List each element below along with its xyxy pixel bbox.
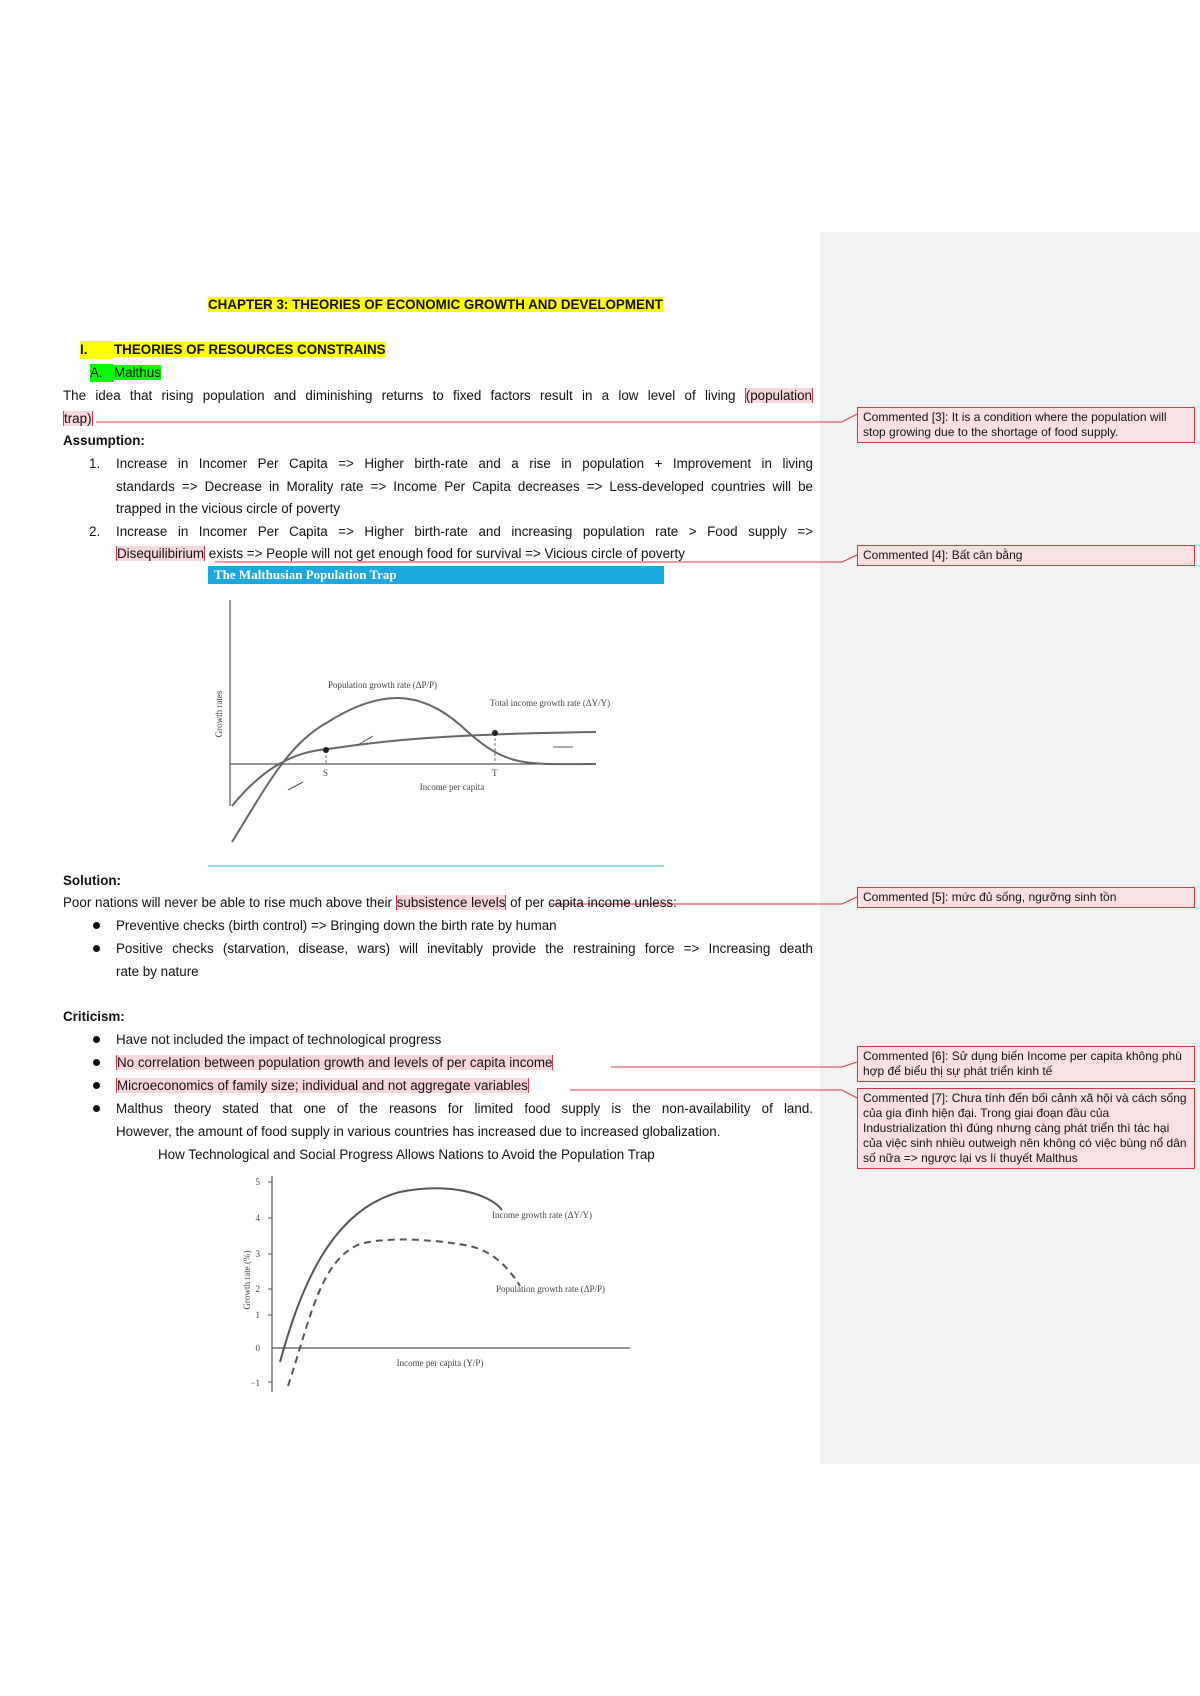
- section-number: I.: [80, 341, 114, 359]
- criticism-item-1: Have not included the impact of technological progress: [116, 1032, 442, 1047]
- figure2-caption: How Technological and Social Progress Allows Nations to Avoid the Population Trap: [158, 1147, 655, 1162]
- bullet: [93, 922, 100, 929]
- comment-6-text: Sử dụng biến Income per capita không phù hợp để biểu thị sự phát triển kinh tế: [863, 1049, 1182, 1078]
- figure1-malthusian-trap-chart: [208, 584, 664, 868]
- connector-comment-7: [570, 1090, 857, 1098]
- comment-4[interactable]: [857, 545, 1195, 566]
- figure2-y-tick: −1: [250, 1378, 260, 1388]
- bullet: [93, 945, 100, 952]
- section-title: THEORIES OF RESOURCES CONSTRAINS: [114, 342, 386, 357]
- figure2-income-label: Income growth rate (ΔY/Y): [492, 1210, 593, 1220]
- solution-item-2-line2: rate by nature: [116, 964, 199, 979]
- comment-3-label: Commented [3]:: [863, 410, 949, 424]
- comment-7-label: Commented [7]:: [863, 1091, 949, 1105]
- comment-anchor-4[interactable]: Disequilibirium: [117, 546, 205, 561]
- figure1-point-t: [492, 730, 498, 736]
- figure2-y-tick: 3: [255, 1249, 260, 1259]
- figure1-y-label: Growth rates: [214, 690, 224, 738]
- solution-item-1: Preventive checks (birth control) => Bringing down the birth rate by human: [116, 918, 557, 933]
- comment-3-text: It is a condition where the population will stop growing due to the shortage of food supply.: [863, 410, 1167, 439]
- solution-intro: Poor nations will never be able to rise much above their subsistence levels of per capita income unless:: [63, 895, 677, 910]
- assumption-1-line1: Increase in Incomer Per Capita => Higher birth-rate and a rise in population + Improvement in living: [116, 456, 813, 471]
- figure1-x-label: Income per capita: [419, 782, 485, 792]
- figure2-y-tick: 0: [255, 1343, 260, 1353]
- comment-anchor-3a[interactable]: (population: [745, 388, 812, 403]
- bullet: [93, 1036, 100, 1043]
- comment-anchor-5[interactable]: subsistence levels: [396, 895, 506, 910]
- intro-paragraph-line1: The idea that rising population and diminishing returns to fixed factors result in a low level of living (population: [63, 388, 812, 403]
- figure1-income-label: Total income growth rate (ΔY/Y): [490, 698, 611, 708]
- comment-7-text: Chưa tính đến bối cảnh xã hội và cách sống của gia đình hiện đại. Trong giai đoạn đầu của Industrialization thì đúng nhưng càng phát triển thì tác hại của việc sinh nhiều outweigh nên không có việc bùng nổ dân số nữa => ngược lại vs lí thuyết Malthus: [863, 1091, 1187, 1165]
- bullet: [93, 1082, 100, 1089]
- connector-comment-3: [96, 414, 857, 422]
- assumption-number: 2.: [89, 524, 101, 539]
- figure2-population-label: Population growth rate (ΔP/P): [496, 1284, 606, 1294]
- comment-6[interactable]: [857, 1046, 1195, 1082]
- figure2-x-label: Income per capita (Y/P): [396, 1358, 484, 1368]
- figure1-arrow-left: [288, 782, 303, 790]
- comment-5-text: mức đủ sống, ngưỡng sinh tồn: [948, 890, 1117, 904]
- criticism-item-4-line1: Malthus theory stated that one of the reasons for limited food supply is the non-availability of land.: [116, 1101, 813, 1116]
- comment-5-label: Commented [5]:: [863, 890, 949, 904]
- assumption-2-line1: Increase in Incomer Per Capita => Higher birth-rate and increasing population rate > Food supply =>: [116, 524, 813, 539]
- figure1-title-bar: [208, 566, 664, 584]
- figure2-progress-chart: [240, 1170, 640, 1396]
- assumption-number: 1.: [89, 456, 101, 471]
- assumption-1-line2: standards => Decrease in Morality rate => Income Per Capita decreases => Less-developed countries will be: [116, 479, 813, 494]
- assumption-label: Assumption:: [63, 433, 145, 448]
- solution-label: Solution:: [63, 873, 122, 888]
- assumption-2-line2: Disequilibirium exists => People will not get enough food for survival => Vicious circle of poverty: [117, 546, 685, 561]
- comment-3[interactable]: [857, 407, 1195, 443]
- comment-5[interactable]: [857, 887, 1195, 908]
- subsection-title: Malthus: [114, 365, 161, 380]
- criticism-item-4-line2: However, the amount of food supply in various countries has increased due to increased globalization.: [116, 1124, 721, 1139]
- comment-4-text: Bất cân bằng: [948, 548, 1023, 562]
- figure1-population-curve: [232, 698, 596, 842]
- solution-item-2-line1: Positive checks (starvation, disease, wars) will inevitably provide the restraining force => Increasing death: [116, 941, 813, 956]
- comment-anchor-3b[interactable]: trap): [64, 411, 92, 426]
- figure1-income-curve: [232, 732, 596, 806]
- figure2-income-curve: [280, 1188, 502, 1362]
- subsection-number: A.: [90, 364, 114, 382]
- figure2-y-tick: 2: [255, 1284, 260, 1294]
- figure1-point-s: [323, 747, 329, 753]
- figure2-y-tick: 5: [255, 1177, 260, 1187]
- assumption-1-line3: trapped in the vicious circle of poverty: [116, 501, 341, 516]
- criticism-label: Criticism:: [63, 1009, 125, 1024]
- figure1-population-label: Population growth rate (ΔP/P): [328, 680, 438, 690]
- figure2-y-tick: 1: [255, 1310, 260, 1320]
- bullet: [93, 1059, 100, 1066]
- comment-6-label: Commented [6]:: [863, 1049, 949, 1063]
- comment-anchor-6[interactable]: No correlation between population growth and levels of per capita income: [117, 1055, 553, 1070]
- figure1-s-label: S: [323, 768, 329, 778]
- figure2-y-tick: 4: [255, 1213, 260, 1223]
- figure1-title: The Malthusian Population Trap: [214, 567, 397, 582]
- bullet: [93, 1105, 100, 1112]
- figure1-t-label: T: [492, 768, 498, 778]
- figure2-y-label: Growth rate (%): [242, 1250, 252, 1310]
- comment-anchor-7[interactable]: Microeconomics of family size; individual and not aggregate variables: [117, 1078, 528, 1093]
- comment-7[interactable]: [857, 1088, 1195, 1169]
- comment-4-label: Commented [4]:: [863, 548, 949, 562]
- chapter-title: CHAPTER 3: THEORIES OF ECONOMIC GROWTH AND DEVELOPMENT: [208, 297, 663, 312]
